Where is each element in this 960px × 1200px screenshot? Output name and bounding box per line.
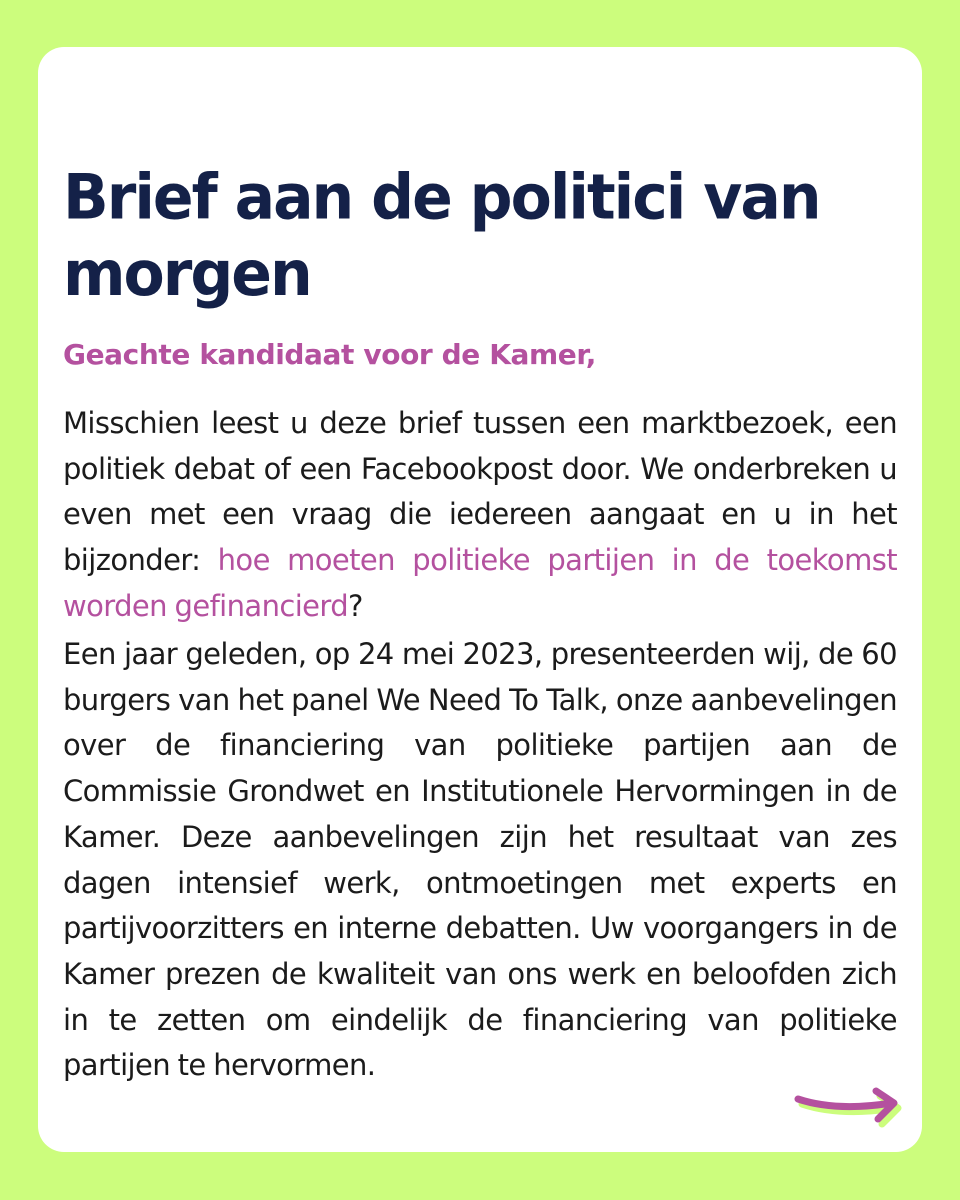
arrow-right-icon[interactable] — [792, 1083, 908, 1141]
letter-title: Brief aan de politici van morgen — [63, 161, 820, 311]
question-mark: ? — [348, 588, 363, 623]
highlighted-question: hoe moeten politieke partijen in de toekomst worden gefinancierd — [63, 543, 898, 623]
paragraph-recommendations: Een jaar geleden, op 24 mei 2023, presenteerden wij, de 60 burgers van het panel We Need To Talk, onze aanbevelingen over de financiering van politieke partijen aan de Commissie Grondwet en Institutionele Hervormingen in de Kamer. Deze aanbevelingen zijn het resultaat van zes dagen intensief werk, ontmoetingen met experts en partijvoorzitters en interne debatten. Uw voorgangers in de Kamer prezen de kwaliteit van ons werk en beloofden zich in te zetten om eindelijk de financiering van politieke partijen te hervormen. — [63, 637, 897, 1083]
paragraph-intro — [63, 401, 897, 630]
letter-card — [38, 47, 922, 1152]
salutation: Geachte kandidaat voor de Kamer, — [63, 338, 596, 371]
paragraph-intro-text: Misschien leest u deze brief tussen een marktbezoek, een politiek debat of een Facebookpost door. We onderbreken u even met een vraag die iedereen aangaat en u in het bijzonder: — [63, 406, 897, 578]
